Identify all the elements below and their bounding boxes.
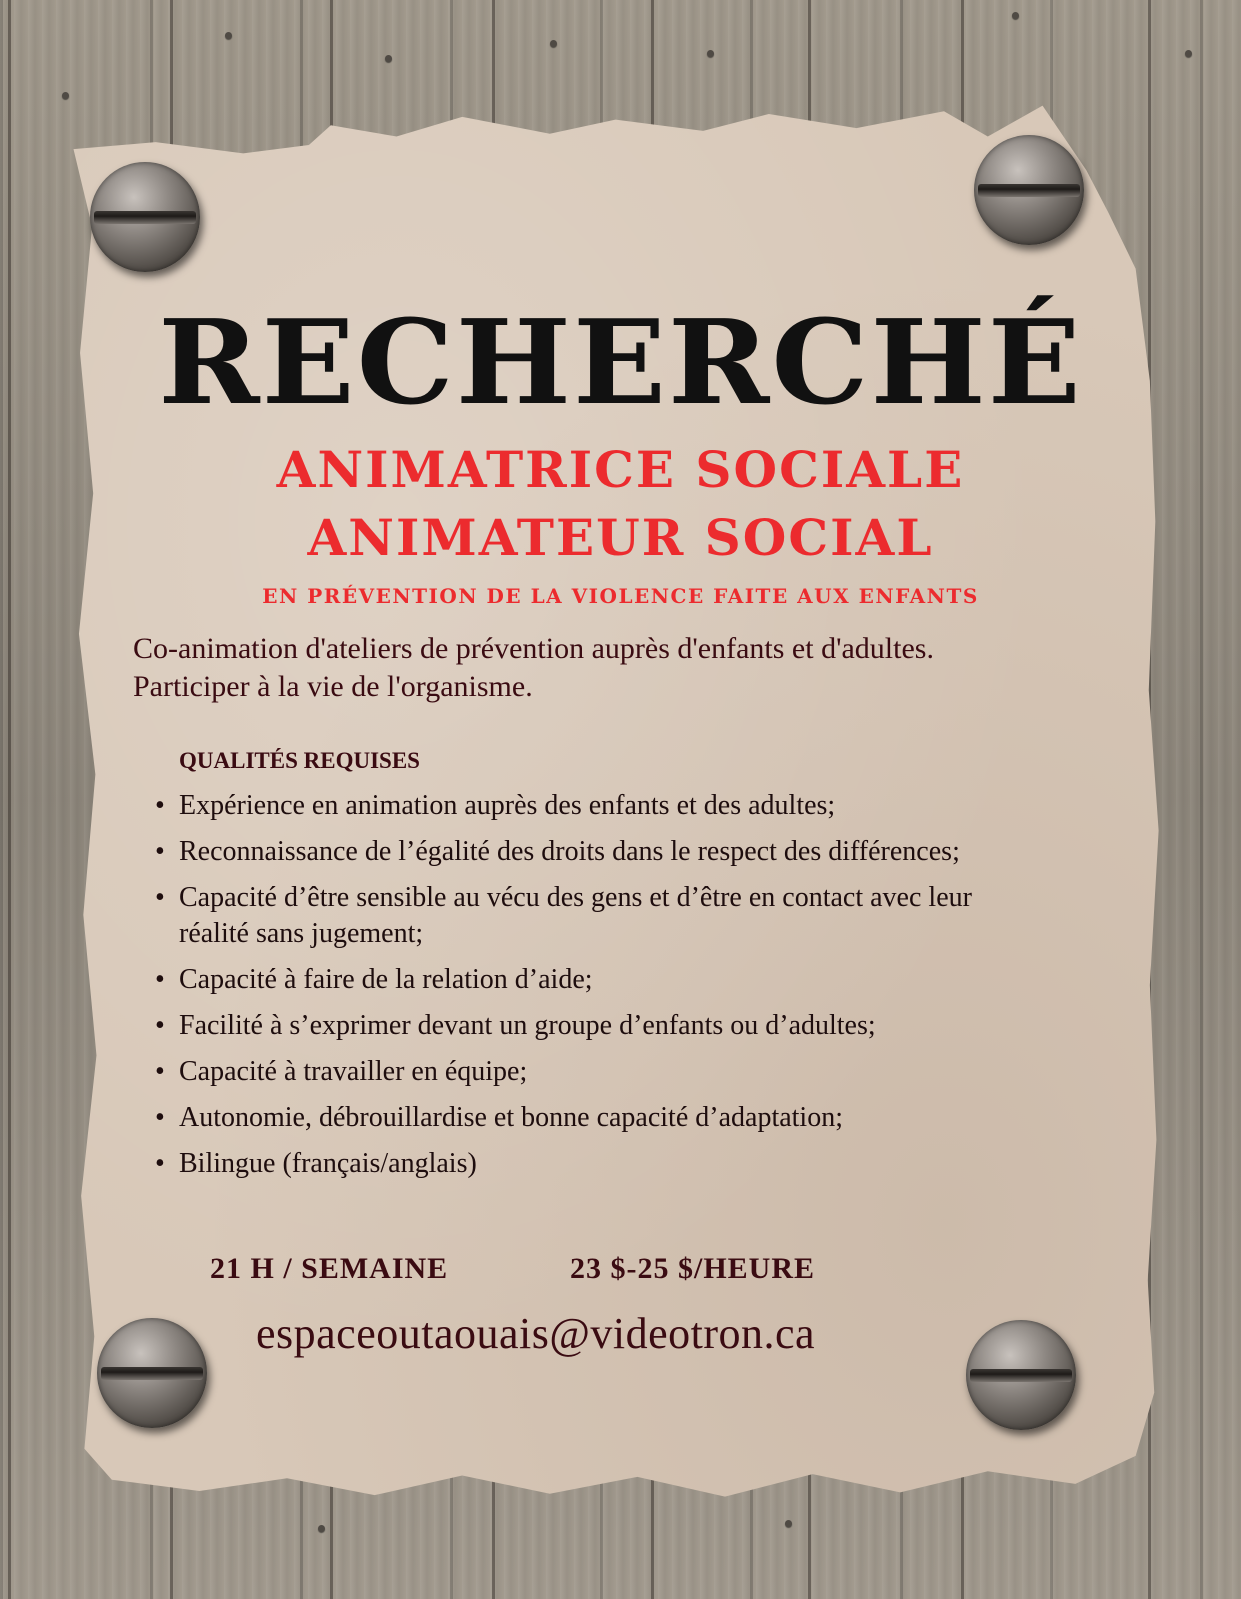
list-item: • Bilingue (français/anglais) [179,1146,1039,1182]
nail-icon [225,32,232,39]
nail-icon [707,50,714,57]
nail-icon [318,1525,325,1532]
list-item: • Expérience en animation auprès des enfants et des adultes; [179,788,1039,824]
job-field: EN PRÉVENTION DE LA VIOLENCE FAITE AUX ENFANTS [262,584,979,608]
nail-icon [385,55,392,62]
job-description: Co-animation d'ateliers de prévention auprès d'enfants et d'adultes. Participer à la vie de l'organisme. [133,632,934,703]
list-item: • Reconnaissance de l’égalité des droits dans le respect des différences; [179,834,1039,870]
nail-icon [550,40,557,47]
list-item: • Capacité d’être sensible au vécu des gens et d’être en contact avec leur réalité sans jugement; [179,880,1039,952]
list-item: • Capacité à faire de la relation d’aide; [179,962,1039,998]
screw-icon [90,162,200,272]
screw-icon [974,135,1084,245]
nail-icon [62,92,69,99]
list-item: • Facilité à s’exprimer devant un groupe d’enfants ou d’adultes; [179,1008,1039,1044]
list-item: • Capacité à travailler en équipe; [179,1054,1039,1090]
job-title-feminine: ANIMATRICE SOCIALE [276,440,965,499]
nail-icon [1012,12,1019,19]
hours-per-week: 21 H / SEMAINE [210,1252,449,1285]
list-item: • Autonomie, débrouillardise et bonne capacité d’adaptation; [179,1100,1039,1136]
contact-email[interactable]: espaceoutaouais@videotron.ca [256,1309,816,1358]
plank-seam [8,0,11,1599]
screw-icon [966,1320,1076,1430]
qualities-heading: QUALITÉS REQUISES [179,748,420,773]
qualities-list [179,788,1039,1192]
nail-icon [785,1520,792,1527]
screw-icon [97,1318,207,1428]
nail-icon [1185,50,1192,57]
hourly-pay: 23 $-25 $/HEURE [570,1252,816,1285]
poster-title: RECHERCHÉ [158,293,1083,431]
job-title-masculine: ANIMATEUR SOCIAL [307,508,934,567]
